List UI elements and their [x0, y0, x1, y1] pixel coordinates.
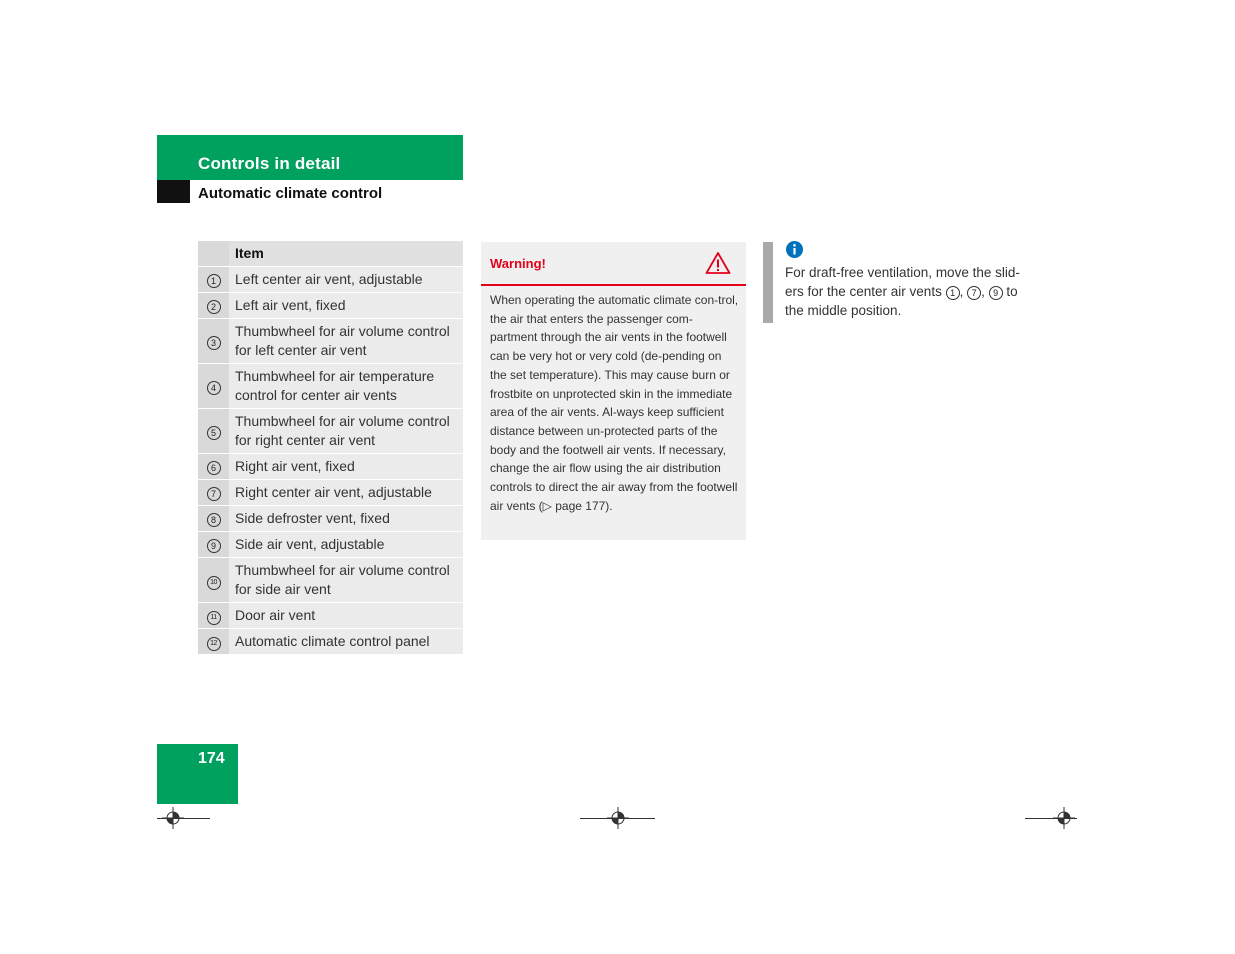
ref-number: 1 [946, 286, 960, 300]
item-text: Side air vent, adjustable [229, 532, 463, 558]
item-number: 5 [207, 426, 221, 440]
item-text: Right air vent, fixed [229, 454, 463, 480]
item-number: 7 [207, 487, 221, 501]
item-text: Thumbwheel for air volume control for right center air vent [229, 409, 463, 454]
warning-title: Warning! [490, 256, 546, 271]
item-number: 4 [207, 381, 221, 395]
item-text: Automatic climate control panel [229, 629, 463, 655]
table-row [198, 506, 463, 532]
items-table [198, 241, 463, 655]
table-row [198, 409, 463, 454]
registration-mark-icon [158, 803, 188, 833]
ref-number: 7 [967, 286, 981, 300]
ref-number: 9 [989, 286, 1003, 300]
warning-box [481, 242, 746, 540]
table-header-row [198, 241, 463, 267]
item-number: 1 [207, 274, 221, 288]
table-row [198, 558, 463, 603]
table-row [198, 267, 463, 293]
table-row [198, 454, 463, 480]
item-number: 9 [207, 539, 221, 553]
item-number: 8 [207, 513, 221, 527]
section-title: Controls in detail [198, 154, 341, 173]
subsection-marker [157, 180, 190, 203]
item-number: 12 [207, 637, 221, 651]
item-text: Door air vent [229, 603, 463, 629]
subsection-title: Automatic climate control [198, 185, 383, 202]
warning-text: When operating the automatic climate con-trol, the air that enters the passenger com-partment through the air vents in the footwell can be very hot or very cold (de-pending on the set temperature). This may cause burn or frostbite on unprotected skin in the immediate area of the air vents. Al-ways keep sufficient distance between un-protected parts of the body and the footwell air vents. If necessary, change the air flow using the air distribution controls to direct the air away from the footwell air vents (▷ page 177). [490, 293, 739, 513]
info-icon [786, 241, 803, 258]
item-text: Thumbwheel for air temperature control for center air vents [229, 364, 463, 409]
table-header-item: Item [229, 241, 463, 267]
item-number: 6 [207, 461, 221, 475]
warning-header [481, 242, 746, 286]
table-row [198, 319, 463, 364]
item-number: 3 [207, 336, 221, 350]
table-row [198, 629, 463, 655]
table-row [198, 532, 463, 558]
item-number: 2 [207, 300, 221, 314]
info-sidebar [763, 242, 773, 323]
item-number: 10 [207, 576, 221, 590]
table-row [198, 480, 463, 506]
registration-mark-icon [603, 803, 633, 833]
item-text: Side defroster vent, fixed [229, 506, 463, 532]
item-text: Thumbwheel for air volume control for left center air vent [229, 319, 463, 364]
item-text: Left air vent, fixed [229, 293, 463, 319]
item-text: Thumbwheel for air volume control for side air vent [229, 558, 463, 603]
table-row [198, 293, 463, 319]
registration-mark-icon [1049, 803, 1079, 833]
warning-triangle-icon [705, 251, 731, 275]
item-text: Right center air vent, adjustable [229, 480, 463, 506]
page-number: 174 [198, 750, 225, 767]
table-row [198, 603, 463, 629]
item-text: Left center air vent, adjustable [229, 267, 463, 293]
table-row [198, 364, 463, 409]
info-text: For draft-free ventilation, move the slid-ers for the center air vents 1 , 7 , 9 to the middle position. [785, 265, 1020, 318]
item-number: 11 [207, 611, 221, 625]
